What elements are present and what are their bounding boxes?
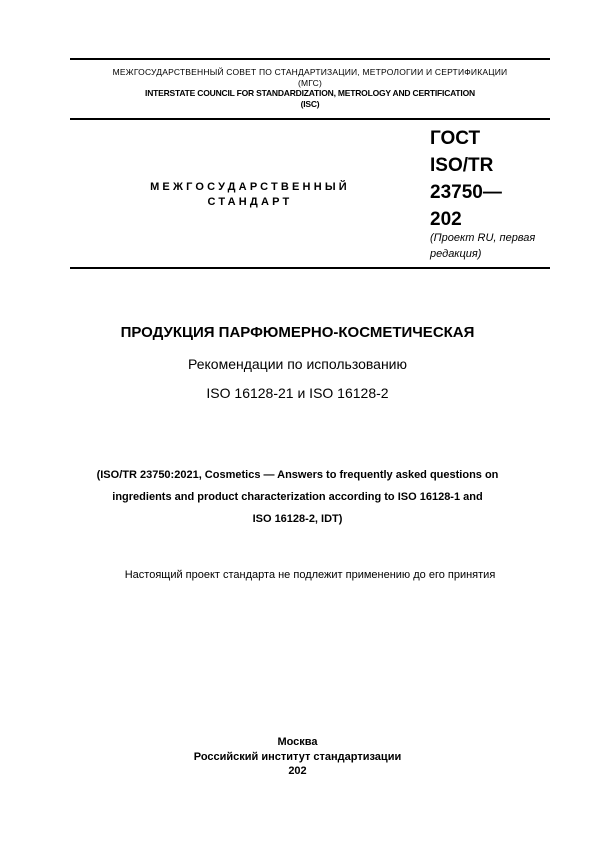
header-rule xyxy=(70,118,550,120)
gost-designation xyxy=(430,125,555,233)
council-name-en-line: INTERSTATE COUNCIL FOR STANDARDIZATION, METROLOGY AND CERTIFICATION xyxy=(145,88,475,98)
document-subtitle-standards: ISO 16128-21 и ISO 16128-2 xyxy=(206,385,389,401)
interstate-label-line2: СТАНДАРТ xyxy=(207,196,293,208)
gost-line-3: 23750— xyxy=(430,182,502,203)
iso-reference xyxy=(60,464,535,530)
draft-notice: Настоящий проект стандарта не подлежит применению до его принятия xyxy=(124,569,496,581)
council-name-ru xyxy=(70,67,550,89)
council-abbr-ru: (МГС) xyxy=(297,78,323,88)
footer-year: 202 xyxy=(288,765,307,777)
interstate-label-line1: МЕЖГОСУДАРСТВЕННЫЙ xyxy=(150,181,350,193)
gost-line-4: 202 xyxy=(430,209,462,230)
document-title: ПРОДУКЦИЯ ПАРФЮМЕРНО-КОСМЕТИЧЕСКАЯ xyxy=(120,324,475,341)
interstate-standard-label xyxy=(70,180,430,210)
draft-note: (Проект RU, первая редакция) xyxy=(430,232,536,260)
iso-reference-line1: (ISO/TR 23750:2021, Cosmetics — Answers to frequently asked questions on xyxy=(96,469,499,481)
gost-line-2: ISO/TR xyxy=(430,155,494,176)
top-rule xyxy=(70,58,550,60)
council-abbr-en: (ISC) xyxy=(300,99,320,109)
publisher-footer xyxy=(0,735,595,779)
designation-rule xyxy=(70,267,550,269)
footer-institute: Российский институт стандартизации xyxy=(193,750,402,763)
iso-reference-line3: ISO 16128-2, IDT) xyxy=(252,513,343,525)
footer-city: Москва xyxy=(277,736,318,748)
council-name-en xyxy=(70,88,550,110)
document-subtitle: Рекомендации по использованию xyxy=(188,356,407,372)
council-name-ru-line: МЕЖГОСУДАРСТВЕННЫЙ СОВЕТ ПО СТАНДАРТИЗАЦИИ, МЕТРОЛОГИИ И СЕРТИФИКАЦИИ xyxy=(112,67,508,77)
iso-reference-line2: ingredients and product characterization according to ISO 16128-1 and xyxy=(112,491,483,503)
gost-line-1: ГОСТ xyxy=(430,128,481,149)
